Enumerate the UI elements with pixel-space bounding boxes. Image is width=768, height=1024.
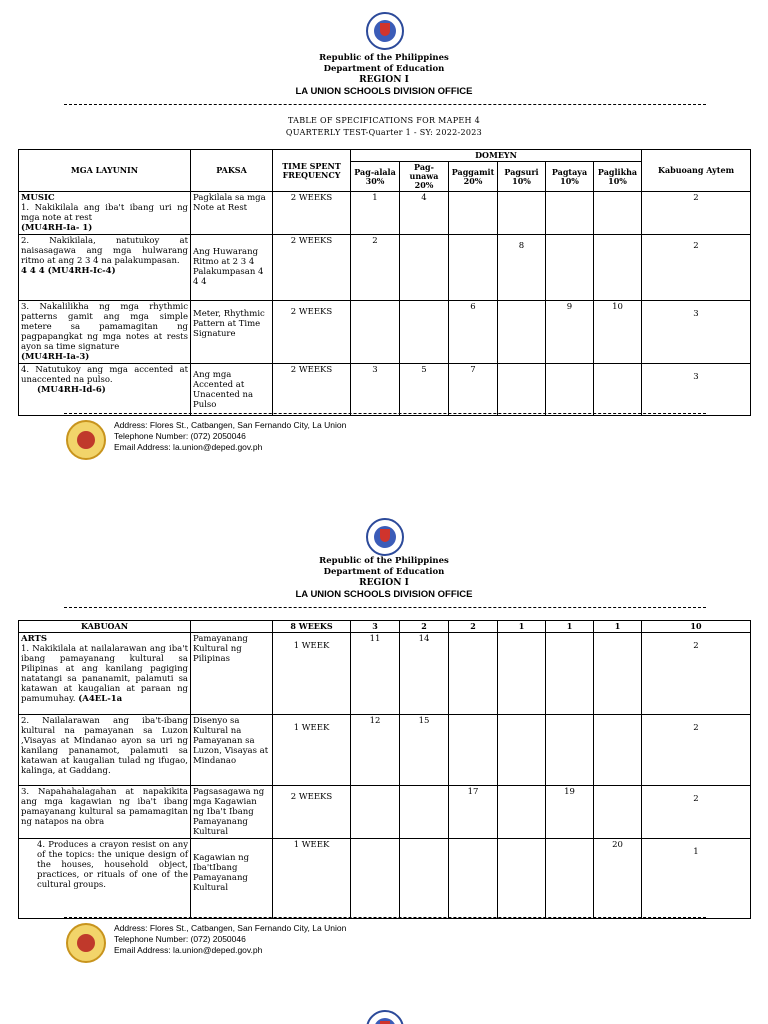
cell-c5: 19 <box>546 786 594 839</box>
cell-c1: 2 <box>351 235 400 301</box>
total-cell: 2 <box>642 192 751 235</box>
table-row <box>19 192 751 235</box>
division-logo-icon <box>66 923 106 963</box>
cell-c2 <box>400 786 449 839</box>
telephone-text: Telephone Number: (072) 2050046 <box>114 431 246 441</box>
footer <box>66 923 706 971</box>
tos-table-arts <box>18 620 751 919</box>
cell-c1 <box>351 301 400 364</box>
objective-text: 2. Nailalarawan ang iba't-ibang kultural na pamayanan sa Luzon ,Visayas at Mindanao ayon sa uri ng kanilang pananamot, palamuti sa katawan at kaugalian tulad ng ifugao, kalinga, at Gaddang. <box>21 716 188 776</box>
kabuoan-c3: 2 <box>449 621 498 633</box>
competency-code: (MU4RH-Ia- 1) <box>21 223 93 233</box>
objective-cell <box>19 235 191 301</box>
kabuoan-c6: 1 <box>594 621 642 633</box>
address-text: Address: Flores St., Catbangen, San Fernando City, La Union <box>114 923 347 933</box>
cell-c4: 8 <box>498 235 546 301</box>
cell-c4 <box>498 364 546 416</box>
cell-c6 <box>594 633 642 715</box>
table-row <box>19 633 751 715</box>
table-row <box>19 235 751 301</box>
cell-c6 <box>594 235 642 301</box>
cell-c1: 1 <box>351 192 400 235</box>
topic-cell: Meter, Rhythmic Pattern at Time Signature <box>191 301 273 364</box>
cell-c4 <box>498 786 546 839</box>
kabuoan-total: 10 <box>642 621 751 633</box>
kabuoan-c5: 1 <box>546 621 594 633</box>
table-row <box>19 715 751 786</box>
email-text: Email Address: la.union@deped.gov.ph <box>114 945 263 955</box>
telephone-text: Telephone Number: (072) 2050046 <box>114 934 246 944</box>
empty-cell <box>191 621 273 633</box>
col-paksa: PAKSA <box>191 150 273 192</box>
time-cell: 2 WEEKS <box>273 235 351 301</box>
document-title <box>0 115 768 139</box>
footer-contact <box>114 923 346 956</box>
objective-cell <box>19 301 191 364</box>
topic-cell: Pagsasagawa ng mga Kagawian ng Iba't Ibang Pamayanang Kultural <box>191 786 273 839</box>
cell-c4 <box>498 192 546 235</box>
deped-seal-icon <box>366 518 404 556</box>
page-3-seal-partial <box>366 1010 404 1024</box>
footer <box>66 420 706 468</box>
department-text: Department of Education <box>323 567 445 577</box>
cell-c3: 7 <box>449 364 498 416</box>
time-cell: 2 WEEKS <box>273 786 351 839</box>
col-pag-unawa: Pag-unawa 20% <box>400 162 449 192</box>
department-text: Department of Education <box>323 64 445 74</box>
letterhead <box>0 556 768 600</box>
cell-c5: 9 <box>546 301 594 364</box>
col-pagtaya: Pagtaya 10% <box>546 162 594 192</box>
total-cell: 2 <box>642 786 751 839</box>
cell-c1: 11 <box>351 633 400 715</box>
total-cell: 3 <box>642 364 751 416</box>
objective-text: 3. Nakalilikha ng mga rhythmic patterns gamit ang mga simple metere sa pamamagitan ng pagpapangkat ng mga notes at rests ayon sa time signature <box>21 302 188 352</box>
objective-text: 1. Nakikilala ang iba't ibang uri ng mga note at rest <box>21 203 188 223</box>
objective-text: 2. Nakikilala, natutukoy at naisasagawa ang mga hulwarang ritmo at ang 2 3 4 na palakumpasan. <box>21 236 188 266</box>
footer-contact <box>114 420 346 453</box>
cell-c6 <box>594 364 642 416</box>
kabuoan-row <box>19 621 751 633</box>
cell-c2 <box>400 301 449 364</box>
cell-c6 <box>594 192 642 235</box>
topic-cell: Kagawian ng Iba'tIbang Pamayanang Kultural <box>191 839 273 919</box>
col-time: TIME SPENT FREQUENCY <box>273 150 351 192</box>
objective-text: 1. Nakikilala at nailalarawan ang iba't ibang pamayanang kultural sa Pilipinas at ang kanilang pagiging natatangi sa pananamit, palamuti sa katawan at kaugalian at paraan ng pamumuhay. <box>21 644 188 704</box>
cell-c6 <box>594 715 642 786</box>
cell-c5 <box>546 633 594 715</box>
col-paglikha: Paglikha 10% <box>594 162 642 192</box>
objective-text: 3. Napahahalagahan at napakikita ang mga kagawian ng iba't ibang pamayanang kultural sa pamamagitan ng natapos na obra <box>21 787 188 827</box>
cell-c5 <box>546 715 594 786</box>
letterhead <box>0 53 768 97</box>
cell-c2: 4 <box>400 192 449 235</box>
header-divider <box>64 607 706 608</box>
republic-text: Republic of the Philippines <box>319 53 449 63</box>
time-cell: 1 WEEK <box>273 715 351 786</box>
objective-cell <box>19 364 191 416</box>
kabuoan-c4: 1 <box>498 621 546 633</box>
topic-cell: Pamayanang Kultural ng Pilipinas <box>191 633 273 715</box>
competency-code: (MU4RH-Id-6) <box>37 385 106 395</box>
topic-cell: Pagkilala sa mga Note at Rest <box>191 192 273 235</box>
objective-cell <box>19 715 191 786</box>
col-domeyn: DOMEYN <box>351 150 642 162</box>
address-text: Address: Flores St., Catbangen, San Fernando City, La Union <box>114 420 347 430</box>
kabuoan-label: KABUOAN <box>19 621 191 633</box>
office-text: LA UNION SCHOOLS DIVISION OFFICE <box>295 589 473 600</box>
total-cell: 1 <box>642 839 751 919</box>
cell-c1: 3 <box>351 364 400 416</box>
cell-c5 <box>546 235 594 301</box>
header-divider <box>64 104 706 105</box>
region-text: REGION I <box>359 578 409 588</box>
cell-c2: 15 <box>400 715 449 786</box>
cell-c6: 10 <box>594 301 642 364</box>
objective-cell <box>19 633 191 715</box>
cell-c2: 5 <box>400 364 449 416</box>
col-paggamit: Paggamit 20% <box>449 162 498 192</box>
cell-c1: 12 <box>351 715 400 786</box>
cell-c6: 20 <box>594 839 642 919</box>
col-pag-alala: Pag-alala 30% <box>351 162 400 192</box>
time-cell: 1 WEEK <box>273 839 351 919</box>
competency-code: 4 4 4 (MU4RH-Ic-4) <box>21 266 116 276</box>
cell-c3 <box>449 235 498 301</box>
objective-cell <box>19 786 191 839</box>
office-text: LA UNION SCHOOLS DIVISION OFFICE <box>295 86 473 97</box>
total-cell: 2 <box>642 633 751 715</box>
objective-text: 4. Natutukoy ang mga accented at unaccented na pulso. <box>21 365 188 385</box>
time-cell: 2 WEEKS <box>273 364 351 416</box>
republic-text: Republic of the Philippines <box>319 556 449 566</box>
title-line-1: TABLE OF SPECIFICATIONS FOR MAPEH 4 <box>287 116 481 125</box>
cell-c3: 6 <box>449 301 498 364</box>
deped-seal-icon <box>366 1010 404 1024</box>
col-pagsuri: Pagsuri 10% <box>498 162 546 192</box>
competency-code: (MU4RH-Ia-3) <box>21 352 90 362</box>
col-layunin: MGA LAYUNIN <box>19 150 191 192</box>
cell-c5 <box>546 364 594 416</box>
competency-code: (A4EL-1a <box>78 694 123 704</box>
cell-c4 <box>498 715 546 786</box>
topic-cell: Ang Huwarang Ritmo at 2 3 4 Palakumpasan 4 4 4 <box>191 235 273 301</box>
cell-c4 <box>498 839 546 919</box>
section-label: ARTS <box>21 634 47 644</box>
cell-c4 <box>498 301 546 364</box>
deped-seal-icon <box>366 12 404 50</box>
table-row <box>19 301 751 364</box>
table-row <box>19 839 751 919</box>
cell-c5 <box>546 192 594 235</box>
topic-cell: Ang mga Accented at Unacented na Pulso <box>191 364 273 416</box>
total-cell: 2 <box>642 235 751 301</box>
cell-c2: 14 <box>400 633 449 715</box>
footer-divider <box>64 917 706 918</box>
cell-c4 <box>498 633 546 715</box>
cell-c2 <box>400 235 449 301</box>
cell-c1 <box>351 839 400 919</box>
cell-c3 <box>449 192 498 235</box>
cell-c5 <box>546 839 594 919</box>
col-kabuoang: Kabuoang Aytem <box>642 150 751 192</box>
email-text: Email Address: la.union@deped.gov.ph <box>114 442 263 452</box>
footer-divider <box>64 413 706 414</box>
topic-cell: Disenyo sa Kultural na Pamayanan sa Luzon, Visayas at Mindanao <box>191 715 273 786</box>
title-line-2: QUARTERLY TEST-Quarter 1 - SY: 2022-2023 <box>285 128 483 137</box>
cell-c3 <box>449 839 498 919</box>
total-cell: 2 <box>642 715 751 786</box>
kabuoan-c2: 2 <box>400 621 449 633</box>
objective-cell <box>19 839 191 919</box>
region-text: REGION I <box>359 75 409 85</box>
cell-c3: 17 <box>449 786 498 839</box>
cell-c3 <box>449 715 498 786</box>
cell-c2 <box>400 839 449 919</box>
kabuoan-time: 8 WEEKS <box>273 621 351 633</box>
table-row <box>19 786 751 839</box>
cell-c6 <box>594 786 642 839</box>
division-logo-icon <box>66 420 106 460</box>
table-row <box>19 364 751 416</box>
objective-text: 4. Produces a crayon resist on any of the topics: the unique design of the houses, household object, practices, or rituals of one of the cultural groups. <box>37 840 188 890</box>
objective-cell <box>19 192 191 235</box>
cell-c3 <box>449 633 498 715</box>
time-cell: 2 WEEKS <box>273 301 351 364</box>
total-cell: 3 <box>642 301 751 364</box>
section-label: MUSIC <box>21 193 55 203</box>
time-cell: 2 WEEKS <box>273 192 351 235</box>
tos-table-music <box>18 149 751 416</box>
kabuoan-c1: 3 <box>351 621 400 633</box>
time-cell: 1 WEEK <box>273 633 351 715</box>
cell-c1 <box>351 786 400 839</box>
